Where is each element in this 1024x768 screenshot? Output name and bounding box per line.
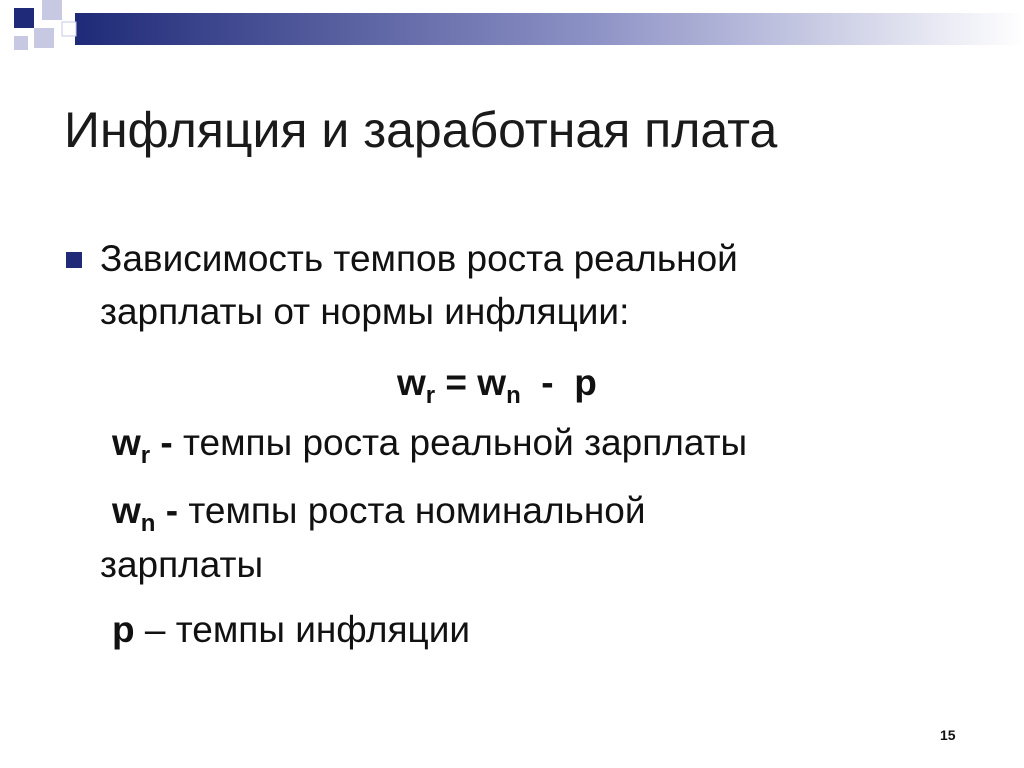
slide-title: Инфляция и заработная плата bbox=[64, 102, 778, 158]
definition-p-text: – темпы инфляции bbox=[134, 609, 471, 650]
formula-wn-subscript: n bbox=[506, 382, 521, 409]
definition-wn-symbol: w bbox=[112, 490, 141, 531]
bullet-text-line-2: зарплаты от нормы инфляции: bbox=[100, 291, 630, 332]
definition-wr-subscript: r bbox=[140, 442, 151, 469]
page-number: 15 bbox=[940, 727, 956, 743]
definition-wn-continuation: зарплаты bbox=[100, 544, 264, 585]
formula-wr-subscript: r bbox=[425, 382, 436, 409]
bullet-square-icon bbox=[66, 252, 82, 268]
definition-wn-subscript: n bbox=[140, 510, 156, 537]
definition-wn-dash: - bbox=[155, 490, 189, 531]
formula-wr-symbol: w bbox=[397, 362, 426, 403]
definition-wn-text: темпы роста номинальной bbox=[188, 490, 646, 531]
formula-minus: - bbox=[520, 362, 575, 403]
formula-wn-symbol: w bbox=[477, 362, 507, 403]
formula-p-symbol: p bbox=[574, 362, 597, 403]
decorative-header-bar bbox=[0, 0, 1024, 60]
definition-wr-dash: - bbox=[150, 422, 184, 463]
definition-p-symbol: p bbox=[112, 609, 135, 650]
formula bbox=[397, 361, 597, 409]
definition-wn bbox=[112, 489, 646, 537]
definition-wr-symbol: w bbox=[112, 422, 141, 463]
definition-p bbox=[112, 608, 470, 652]
bullet-text-line-1: Зависимость темпов роста реальной bbox=[100, 238, 738, 279]
definition-wr-text: темпы роста реальной зарплаты bbox=[183, 422, 748, 463]
formula-equals: = bbox=[435, 362, 478, 403]
definition-wr bbox=[112, 421, 748, 469]
